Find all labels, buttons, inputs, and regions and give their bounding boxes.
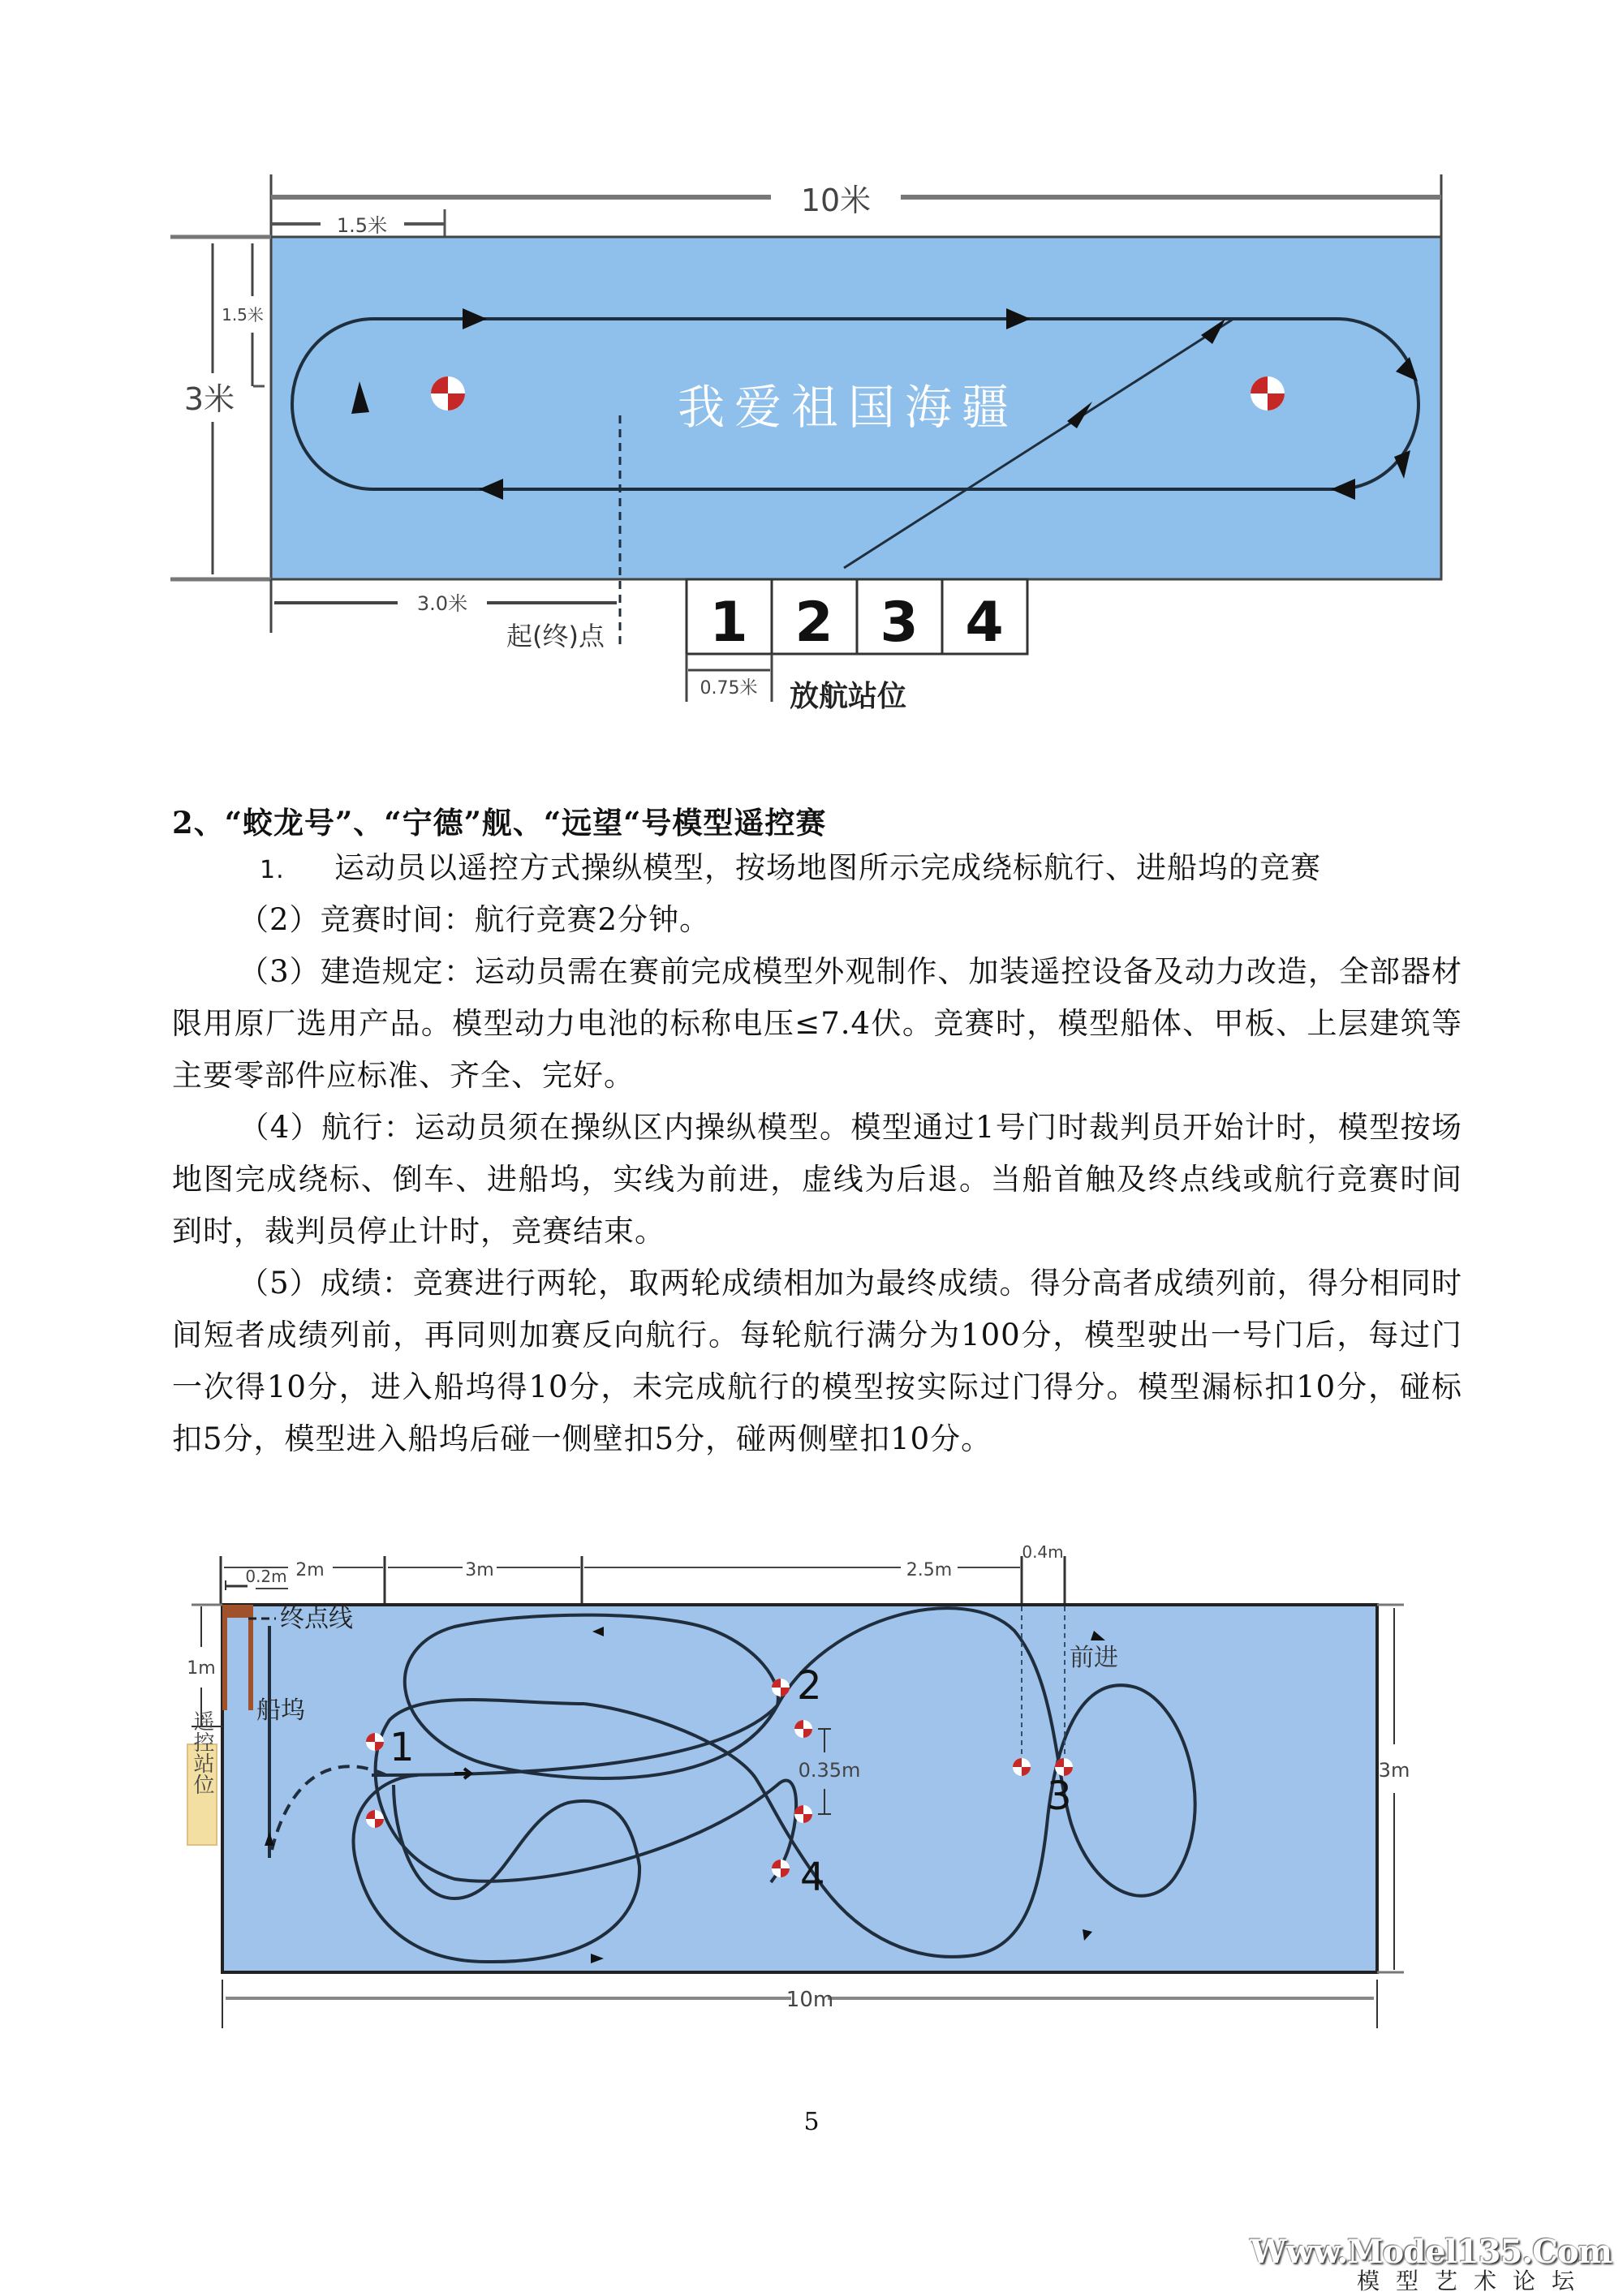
dim-2m: 2m: [295, 1560, 325, 1580]
paragraph-1: [172, 842, 1462, 896]
item-text-5: 成绩：竞赛进行两轮，取两轮成绩相加为最终成绩。得分高者成绩列前，得分相同时间短者成绩列前，再同则加赛反向航行。每轮航行满分为100分，模型驶出一号门后，每过门一次得10分，进入船坞得10分，未完成航行的模型按实际过门得分。模型漏标扣10分，碰标扣5分，模型进入船坞后碰一侧壁扣5分，碰两侧壁扣10分。: [172, 1266, 1462, 1456]
item-text-2: 竞赛时间：航行竞赛2分钟。: [320, 902, 711, 937]
item-prefix-4: （4）: [239, 1110, 322, 1145]
buoy-gate-2a: [772, 1679, 790, 1696]
item-text-3: 建造规定：运动员需在赛前完成模型外观制作、加装遥控设备及动力改造，全部器材限用原厂选用产品。模型动力电池的标称电压≤7.4伏。竞赛时，模型船体、甲板、上层建筑等主要零部件应标准、齐全、完好。: [172, 954, 1462, 1093]
width-dim-label-2: 10m: [786, 1988, 834, 2012]
dim-1m: 1m: [187, 1658, 216, 1679]
watermark-url: Www.Model135.Com: [1250, 2233, 1612, 2271]
buoy-gate-2b: [794, 1720, 812, 1738]
gate-1-label: 1: [390, 1725, 415, 1770]
watermark-text: 模型艺术论坛: [1356, 2268, 1591, 2294]
forward-label: 前进: [1070, 1644, 1118, 1672]
buoy-gate-4b: [772, 1860, 790, 1877]
slogan-text: 我爱祖国海疆: [677, 380, 1019, 435]
buoy-marker-left: [431, 376, 465, 411]
buoy-gate-1: [366, 1733, 384, 1751]
course-diagram-1: [0, 0, 1623, 755]
section-title: 2、“蛟龙号”、“宁德”舰、“远望“号模型遥控赛: [172, 805, 827, 841]
course-diagram-2: [0, 1525, 1623, 2053]
item-text-1: 运动员以遥控方式操纵模型，按场地图所示完成绕标航行、进船坞的竞赛: [334, 850, 1321, 885]
item-prefix-3: （3）: [239, 954, 321, 989]
paragraph-3: [172, 946, 1462, 1102]
buoy-marker-right: [1251, 376, 1285, 411]
start-offset-dim-label: 3.0米: [416, 592, 468, 615]
buoy-gate-3a: [1013, 1758, 1031, 1776]
stations-label: 放航站位: [789, 680, 907, 713]
gate-gap-label: 0.35m: [798, 1759, 861, 1782]
page-number: 5: [803, 2108, 820, 2136]
dim-0-4m: 0.4m: [1022, 1542, 1064, 1562]
dim-2-5m: 2.5m: [906, 1560, 953, 1580]
item-prefix-1: 1.: [260, 856, 285, 884]
width-dim-label: 10米: [800, 183, 872, 218]
paragraph-2: [172, 894, 1462, 946]
gate-2-label: 2: [797, 1663, 822, 1709]
launch-stations: [687, 579, 1027, 655]
half-height-dim-label: 1.5米: [222, 305, 264, 325]
item-prefix-2: （2）: [239, 902, 321, 937]
pool-area-2: [222, 1605, 1377, 1972]
item-prefix-5: （5）: [239, 1266, 321, 1301]
buoy-gate-1b: [366, 1810, 384, 1828]
station-2: 2: [794, 591, 833, 655]
buoy-gate-4a: [794, 1805, 812, 1823]
station-4: 4: [965, 591, 1004, 655]
finish-line-label: 终点线: [280, 1605, 353, 1633]
dim-0-2m: 0.2m: [245, 1567, 287, 1586]
offset-dim-label: 1.5米: [336, 214, 388, 237]
paragraph-4: [172, 1102, 1462, 1258]
station-width-label: 0.75米: [700, 678, 758, 699]
gate-3-label: 3: [1047, 1774, 1072, 1819]
station-1: 1: [709, 591, 748, 655]
dock-label: 船坞: [256, 1696, 305, 1725]
gate-4-label: 4: [800, 1855, 825, 1900]
item-text-4: 航行：运动员须在操纵区内操纵模型。模型通过1号门时裁判员开始计时，模型按场地图完成绕标、倒车、进船坞，实线为前进，虚线为后退。当船首触及终点线或航行竞赛时间到时，裁判员停止计时，竞赛结束。: [172, 1110, 1462, 1249]
station-3: 3: [880, 591, 919, 655]
height-dim-label-2: 3m: [1378, 1759, 1410, 1782]
height-dim-label: 3米: [183, 381, 235, 417]
dim-3m: 3m: [465, 1560, 494, 1580]
start-point-label: 起(终)点: [506, 621, 605, 651]
control-station-label: 遥控站位: [190, 1710, 214, 1795]
paragraph-5: [172, 1258, 1462, 1465]
